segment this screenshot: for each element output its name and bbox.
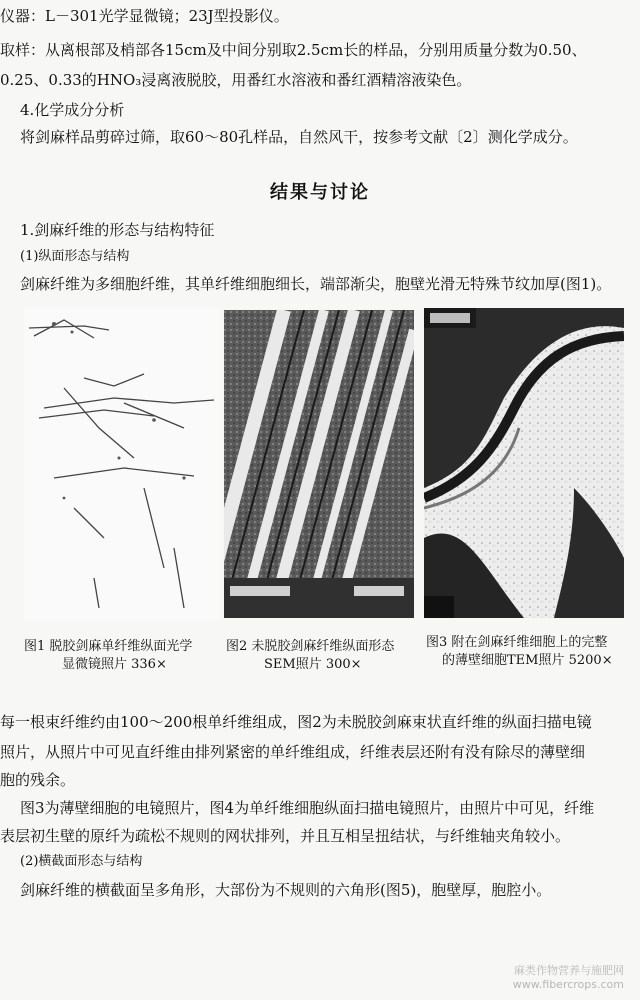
paragraph: 剑麻纤维为多细胞纤维，其单纤维细胞细长，端部渐尖，胞壁光滑无特殊节纹加厚(图1)。: [20, 275, 612, 293]
paragraph: 剑麻纤维的横截面呈多角形，大部份为不规则的六角形(图5)，胞壁厚，胞腔小。: [20, 881, 552, 899]
caption-line: SEM照片 300×: [264, 657, 362, 672]
caption-line: 的薄壁细胞TEM照片 5200×: [442, 653, 613, 668]
text-line: 将剑麻样品剪碎过筛，取60～80孔样品，自然风干，按参考文献〔2〕测化学成分。: [20, 128, 578, 146]
caption-line: 图3 附在剑麻纤维细胞上的完整: [426, 635, 608, 650]
text-line: 仪器：L－301光学显微镜；23J型投影仪。: [0, 7, 289, 25]
text-line: 取样：从离根部及梢部各15cm及中间分别取2.5cm长的样品，分别用质量分数为0.50、: [0, 41, 587, 59]
caption-line: 图2 未脱胶剑麻纤维纵面形态: [226, 639, 395, 654]
paragraph-line: 胞的残余。: [0, 771, 76, 789]
figure-1-image: [24, 308, 220, 620]
paragraph-line: 表层初生壁的原纤为疏松不规则的网状排列，并且互相呈扭结状，与纤维轴夹角较小。: [0, 827, 571, 845]
figure-2-caption: [226, 638, 394, 674]
paragraph-line: 照片，从照片中可见直纤维由排列紧密的单纤维组成，纤维表层还附有没有除尽的薄壁细: [0, 743, 586, 761]
watermark-line: www.fibercrops.com: [512, 978, 624, 991]
text-line: 0.25、0.33的HNO₃浸离液脱胶，用番红水溶液和番红酒精溶液染色。: [0, 71, 472, 89]
watermark: [513, 964, 624, 992]
sub-subsection-heading: (1)纵面形态与结构: [20, 249, 130, 264]
section-heading: 结果与讨论: [270, 182, 370, 203]
figure-3-image: [424, 308, 624, 618]
caption-line: 显微镜照片 336×: [62, 657, 167, 672]
sub-subsection-heading: (2)横截面形态与结构: [20, 854, 143, 869]
figure-2-image: [224, 310, 414, 618]
caption-line: 图1 脱胶剑麻单纤维纵面光学: [24, 639, 193, 654]
paragraph-line: 图3为薄壁细胞的电镜照片，图4为单纤维细胞纵面扫描电镜照片，由照片中可见，纤维: [20, 799, 595, 817]
subsection-heading: 1.剑麻纤维的形态与结构特征: [20, 221, 215, 239]
paragraph-line: 每一根束纤维约由100～200根单纤维组成，图2为未脱胶剑麻束状直纤维的纵面扫描电镜: [0, 713, 592, 731]
figure-1-caption: [24, 638, 192, 674]
figure-3-caption: [426, 634, 613, 670]
watermark-line: 麻类作物营养与施肥网: [514, 964, 624, 977]
subsection-heading: 4.化学成分分析: [20, 101, 125, 119]
